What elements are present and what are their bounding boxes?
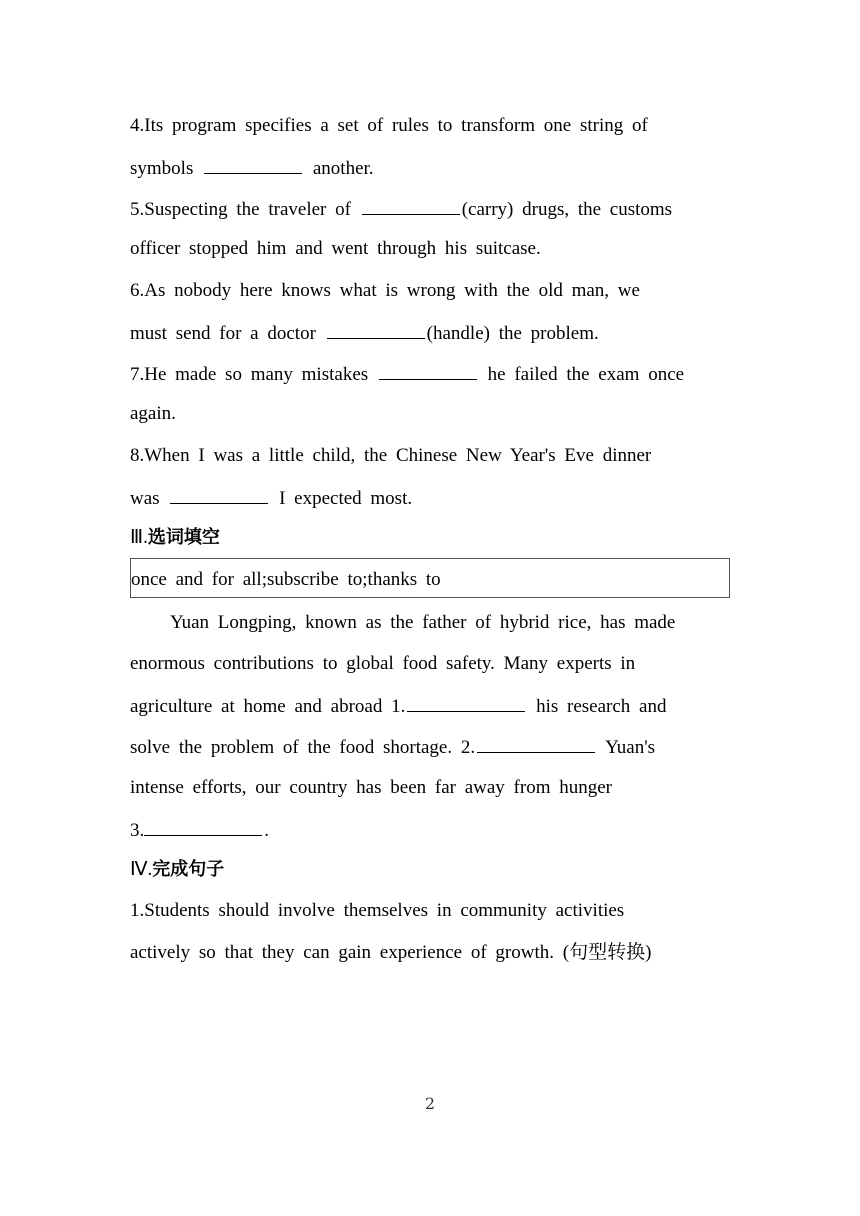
question-4-line-2 (130, 155, 374, 181)
question-4-text-after-blank: another. (312, 158, 374, 179)
question-5-text: officer stopped him and went through his suitcase. (130, 238, 541, 259)
question-8-line-2 (130, 485, 412, 511)
passage-text-before-blank: 3. (130, 820, 145, 841)
answer-blank-q8[interactable] (170, 485, 268, 504)
passage-text-before-blank: solve the problem of the food shortage. 2. (130, 737, 476, 758)
question-8-text-after-blank: I expected most. (279, 488, 413, 509)
question-6-text-before-blank: must send for a doctor (130, 323, 316, 344)
section-3-heading (130, 526, 220, 550)
question-8-text-before-blank: was (130, 488, 160, 509)
passage-line-5 (130, 776, 612, 800)
passage-line-3 (130, 693, 666, 719)
word-bank-text: once and for all;subscribe to;thanks to (131, 569, 441, 590)
section-4-numeral: Ⅳ. (130, 859, 153, 880)
passage-line-1 (170, 611, 675, 635)
question-4-line-1 (130, 114, 648, 138)
passage-text: intense efforts, our country has been far away from hunger (130, 777, 612, 798)
passage-line-2 (130, 652, 635, 676)
passage-text: enormous contributions to global food safety. Many experts in (130, 653, 636, 674)
answer-blank-q5[interactable] (362, 196, 460, 215)
answer-blank-q4[interactable] (204, 155, 302, 174)
passage-text-before-blank: agriculture at home and abroad 1. (130, 696, 406, 717)
section-4-question-1-text: actively so that they can gain experience of growth. ( (130, 942, 570, 963)
question-7-line-1 (130, 361, 684, 387)
passage-text: Yuan Longping, known as the father of hybrid rice, has made (170, 612, 676, 633)
section-4-question-1-line-2 (130, 940, 651, 965)
question-8-line-1 (130, 444, 651, 468)
word-bank-box (130, 558, 730, 598)
section-4-question-1-line-1 (130, 899, 624, 923)
section-3-title: 选词填空 (147, 527, 220, 548)
answer-blank-passage-1[interactable] (407, 693, 525, 712)
passage-line-6 (130, 817, 269, 843)
question-7-line-2 (130, 402, 176, 426)
question-8-text: 8.When I was a little child, the Chinese New Year's Eve dinner (130, 445, 652, 466)
section-3-numeral: Ⅲ. (130, 527, 148, 548)
question-7-text-before-blank: 7.He made so many mistakes (130, 364, 369, 385)
answer-blank-q7[interactable] (379, 361, 477, 380)
answer-blank-passage-2[interactable] (477, 734, 595, 753)
question-6-line-1 (130, 279, 640, 303)
passage-text-after-blank: . (264, 820, 269, 841)
question-6-text: 6.As nobody here knows what is wrong with the old man, we (130, 280, 640, 301)
section-4-question-1-text: 1.Students should involve themselves in community activities (130, 900, 625, 921)
question-6-text-after-blank: (handle) the problem. (426, 323, 599, 344)
section-4-question-1-note: 句型转换 (569, 941, 646, 963)
question-4-text: 4.Its program specifies a set of rules to transform one string of (130, 115, 648, 136)
section-4-question-1-close-paren: ) (645, 942, 652, 963)
passage-line-4 (130, 734, 655, 760)
passage-text-after-blank: Yuan's (605, 737, 656, 758)
passage-text-after-blank: his research and (536, 696, 667, 717)
section-4-title: 完成句子 (152, 859, 225, 880)
section-4-heading (130, 858, 224, 882)
question-7-text: again. (130, 403, 176, 424)
question-5-text-before-blank: 5.Suspecting the traveler of (130, 199, 351, 220)
answer-blank-passage-3[interactable] (144, 817, 262, 836)
question-5-line-2 (130, 237, 541, 261)
question-7-text-after-blank: he failed the exam once (487, 364, 685, 385)
question-5-text-after-blank: (carry) drugs, the customs (461, 199, 673, 220)
question-5-line-1 (130, 196, 672, 222)
answer-blank-q6[interactable] (327, 320, 425, 339)
page-number: 2 (424, 1094, 436, 1113)
question-4-text-before-blank: symbols (130, 158, 194, 179)
question-6-line-2 (130, 320, 599, 346)
